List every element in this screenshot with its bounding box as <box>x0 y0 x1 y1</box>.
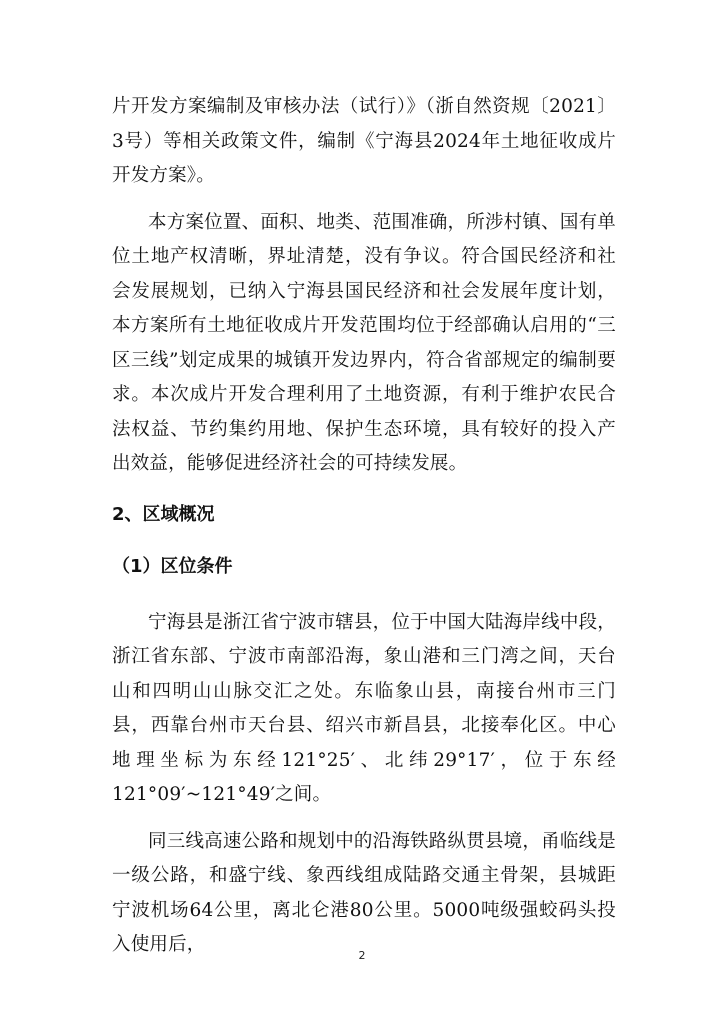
section-heading: 2、区域概况 <box>112 503 215 525</box>
paragraph-location: 宁海县是浙江省宁波市辖县，位于中国大陆海岸线中段，浙江省东部、宁波市南部沿海，象山港和三门湾之间，天台山和四明山山脉交汇之处。东临象山县，南接台州市三门县，西靠台州市天台县、绍兴市新昌县，北接奉化区。中心地理坐标为东经121°25′、北纬29°17′，位于东经121°09′~121°49′之间。 <box>112 611 616 805</box>
page-number: 2 <box>358 949 366 962</box>
page-body <box>112 90 616 963</box>
subsection-heading: （1）区位条件 <box>112 555 233 577</box>
paragraph-transport: 同三线高速公路和规划中的沿海铁路纵贯县境，甬临线是一级公路，和盛宁线、象西线组成陆路交通主骨架，县城距宁波机场64公里，离北仑港80公里。5000吨级强蛟码头投入使用后， <box>112 830 616 955</box>
paragraph-continuation: 片开发方案编制及审核办法（试行）》（浙自然资规〔2021〕3号）等相关政策文件，编制《宁海县2024年土地征收成片开发方案》。 <box>112 96 616 186</box>
paragraph-plan-summary: 本方案位置、面积、地类、范围准确，所涉村镇、国有单位土地产权清晰，界址清楚，没有争议。符合国民经济和社会发展规划，已纳入宁海县国民经济和社会发展年度计划，本方案所有土地征收成片开发范围均位于经部确认启用的“三区三线”划定成果的城镇开发边界内，符合省部规定的编制要求。本次成片开发合理利用了土地资源，有利于维护农民合法权益、节约集约用地、保护生态环境，具有较好的投入产出效益，能够促进经济社会的可持续发展。 <box>112 211 616 474</box>
